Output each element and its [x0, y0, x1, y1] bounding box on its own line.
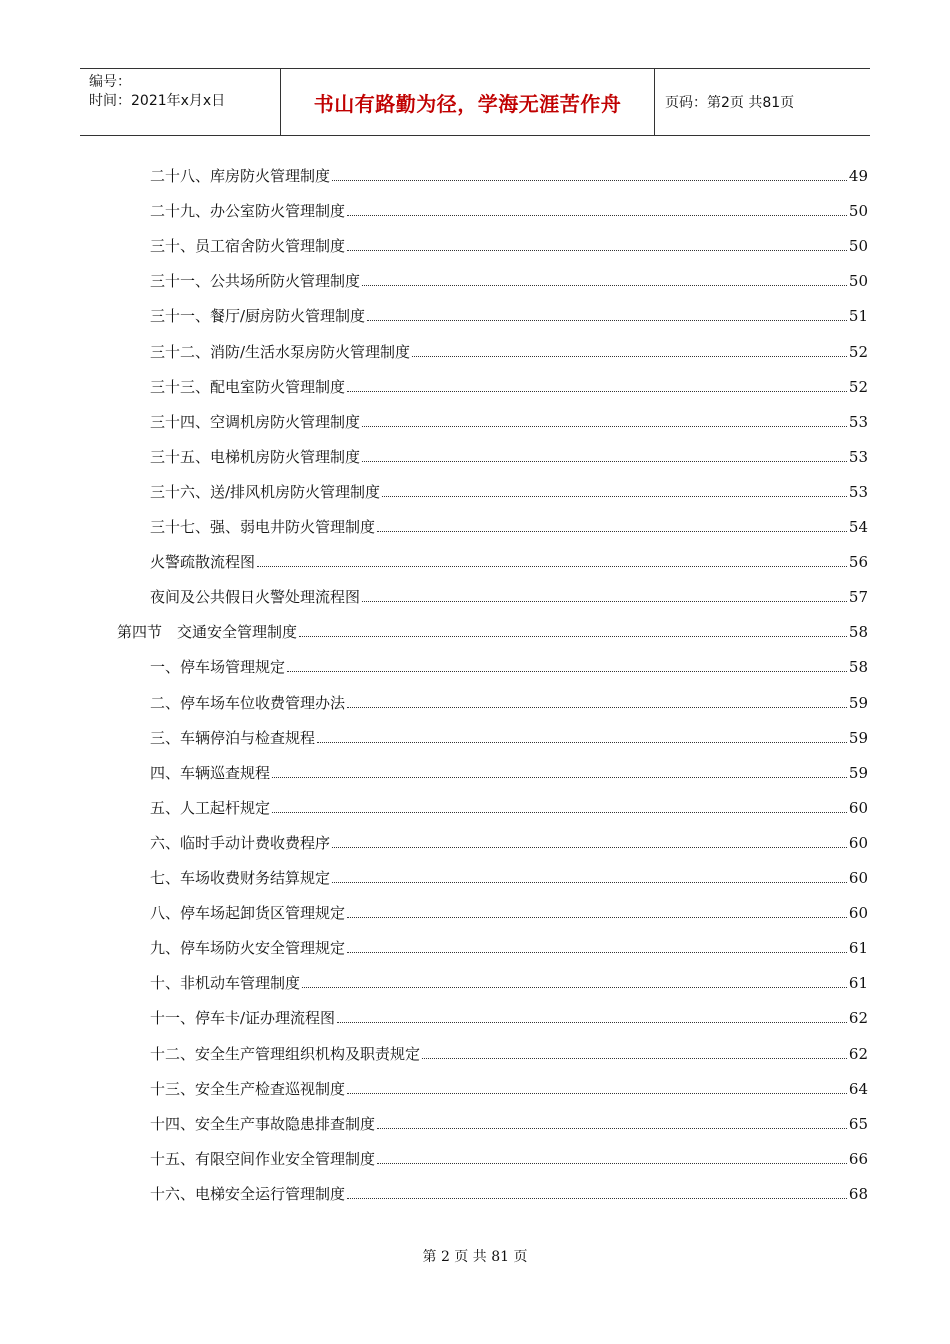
toc-leader-dots: [347, 249, 847, 251]
toc-leader-dots: [367, 319, 847, 321]
toc-leader-dots: [332, 179, 847, 181]
time-label: 时间：2021年x月x日: [89, 93, 226, 109]
toc-entry-title: 三十二、消防/生活水泵房防火管理制度: [150, 342, 411, 361]
toc-leader-dots: [347, 951, 847, 953]
toc-entry[interactable]: [150, 1146, 868, 1168]
toc-entry-page: 62: [848, 1009, 868, 1028]
toc-entry-title: 十三、安全生产检查巡视制度: [150, 1079, 346, 1098]
toc-leader-dots: [422, 1057, 847, 1059]
toc-entry-page: 53: [848, 447, 868, 466]
toc-entry[interactable]: [150, 830, 868, 852]
toc-entry-page: 53: [848, 482, 868, 501]
toc-leader-dots: [347, 390, 847, 392]
toc-entry[interactable]: [150, 198, 868, 220]
toc-leader-dots: [347, 706, 847, 708]
toc-entry[interactable]: [150, 1005, 868, 1027]
toc-entry-page: 60: [848, 833, 868, 852]
toc-entry-page: 57: [848, 588, 868, 607]
toc-entry-page: 50: [848, 237, 868, 256]
toc-entry-title: 十、非机动车管理制度: [150, 974, 301, 993]
toc-entry[interactable]: [150, 163, 868, 185]
toc-entry[interactable]: [150, 584, 868, 606]
toc-leader-dots: [347, 916, 847, 918]
toc-leader-dots: [362, 425, 847, 427]
toc-entry-title: 三十三、配电室防火管理制度: [150, 377, 346, 396]
toc-entry-title: 十五、有限空间作业安全管理制度: [150, 1149, 376, 1168]
toc-entry-page: 50: [848, 202, 868, 221]
toc-entry-page: 64: [848, 1079, 868, 1098]
toc-entry-page: 51: [848, 307, 868, 326]
toc-leader-dots: [347, 1197, 847, 1199]
toc-entry-title: 三十、员工宿舍防火管理制度: [150, 237, 346, 256]
toc-entry-page: 52: [848, 377, 868, 396]
toc-entry[interactable]: [150, 479, 868, 501]
toc-leader-dots: [412, 355, 847, 357]
toc-entry-title: 夜间及公共假日火警处理流程图: [150, 588, 361, 607]
toc-entry-title: 二、停车场车位收费管理办法: [150, 693, 346, 712]
toc-entry-page: 50: [848, 272, 868, 291]
toc-entry-title: 十四、安全生产事故隐患排查制度: [150, 1114, 376, 1133]
page-info-text: 页码：第2页 共81页: [665, 95, 795, 111]
toc-entry-title: 三、车辆停泊与检查规程: [150, 728, 316, 747]
toc-entry[interactable]: [150, 233, 868, 255]
number-label: 编号：: [89, 74, 131, 90]
toc-leader-dots: [362, 600, 847, 602]
toc-entry[interactable]: [150, 444, 868, 466]
toc-entry[interactable]: [150, 690, 868, 712]
toc-entry-page: 60: [848, 798, 868, 817]
toc-entry-title: 五、人工起杆规定: [150, 798, 271, 817]
toc-entry-title: 三十五、电梯机房防火管理制度: [150, 447, 361, 466]
toc-entry[interactable]: [117, 619, 868, 641]
toc-entry-title: 十二、安全生产管理组织机构及职责规定: [150, 1044, 421, 1063]
toc-leader-dots: [332, 881, 847, 883]
header-motto-cell: [281, 69, 655, 135]
toc-entry-page: 61: [848, 939, 868, 958]
toc-entry-page: 53: [848, 412, 868, 431]
toc-entry-page: 58: [848, 623, 868, 642]
toc-entry-title: 八、停车场起卸货区管理规定: [150, 904, 346, 923]
header-meta: [80, 69, 281, 135]
toc-entry-page: 65: [848, 1114, 868, 1133]
toc-leader-dots: [287, 670, 847, 672]
toc-entry[interactable]: [150, 268, 868, 290]
toc-entry-title: 二十九、办公室防火管理制度: [150, 202, 346, 221]
toc-entry-title: 火警疏散流程图: [150, 553, 256, 572]
toc-entry-page: 49: [848, 167, 868, 185]
toc-leader-dots: [299, 635, 847, 637]
toc-leader-dots: [362, 460, 847, 462]
toc-entry-title: 三十六、送/排风机房防火管理制度: [150, 482, 381, 501]
toc-entry[interactable]: [150, 549, 868, 571]
toc-entry-title: 三十一、公共场所防火管理制度: [150, 272, 361, 291]
toc-entry-page: 60: [848, 904, 868, 923]
toc-entry-page: 52: [848, 342, 868, 361]
toc-entry[interactable]: [150, 1111, 868, 1133]
toc-entry-page: 59: [848, 728, 868, 747]
toc-entry[interactable]: [150, 514, 868, 536]
toc-entry-title: 三十四、空调机房防火管理制度: [150, 412, 361, 431]
toc-entry-page: 66: [848, 1149, 868, 1168]
toc-leader-dots: [347, 214, 847, 216]
page-footer: 第 2 页 共 81 页: [422, 1249, 528, 1265]
toc-entry-title: 六、临时手动计费收费程序: [150, 833, 331, 852]
toc-entry-title: 三十一、餐厅/厨房防火管理制度: [150, 307, 366, 326]
toc-entry-title: 九、停车场防火安全管理规定: [150, 939, 346, 958]
toc-leader-dots: [257, 565, 847, 567]
toc-leader-dots: [347, 1092, 847, 1094]
toc-entry[interactable]: [150, 1181, 868, 1203]
toc-entry-title: 二十八、库房防火管理制度: [150, 167, 331, 185]
toc-leader-dots: [317, 741, 847, 743]
toc-entry-page: 68: [848, 1184, 868, 1203]
page-header: [80, 68, 870, 136]
toc-leader-dots: [377, 530, 847, 532]
toc-entry-page: 58: [848, 658, 868, 677]
toc-entry[interactable]: [150, 1076, 868, 1098]
toc-entry-page: 60: [848, 869, 868, 887]
toc-entry[interactable]: [150, 1041, 868, 1063]
toc-leader-dots: [382, 495, 847, 497]
toc-entry[interactable]: [150, 935, 868, 957]
toc-entry[interactable]: [150, 760, 868, 782]
toc-entry-page: 62: [848, 1044, 868, 1063]
toc-entry-title: 一、停车场管理规定: [150, 658, 286, 677]
toc-leader-dots: [377, 1162, 847, 1164]
toc-entry-page: 59: [848, 693, 868, 712]
toc-entry-title: 三十七、强、弱电井防火管理制度: [150, 518, 376, 536]
toc-entry[interactable]: [150, 409, 868, 431]
toc-entry[interactable]: [150, 900, 868, 922]
toc-leader-dots: [362, 284, 847, 286]
toc-entry[interactable]: [150, 795, 868, 817]
toc-entry[interactable]: [150, 865, 868, 887]
toc-entry[interactable]: [150, 339, 868, 361]
toc-entry-title: 十六、电梯安全运行管理制度: [150, 1184, 346, 1203]
toc-leader-dots: [377, 1127, 847, 1129]
toc-entry[interactable]: [150, 970, 868, 992]
toc-entry-title: 第四节 交通安全管理制度: [117, 623, 298, 642]
toc-leader-dots: [272, 811, 847, 813]
toc-leader-dots: [332, 846, 847, 848]
toc-entry[interactable]: [150, 374, 868, 396]
motto-text: 书山有路勤为径，学海无涯苦作舟: [313, 91, 622, 116]
toc-entry[interactable]: [150, 725, 868, 747]
toc-entry-page: 61: [848, 974, 868, 993]
toc-entry-title: 七、车场收费财务结算规定: [150, 869, 331, 887]
toc-entry-page: 59: [848, 763, 868, 782]
toc-leader-dots: [272, 776, 847, 778]
toc-leader-dots: [302, 986, 847, 988]
toc-entry-title: 十一、停车卡/证办理流程图: [150, 1009, 336, 1028]
toc-leader-dots: [337, 1021, 847, 1023]
toc-entry-title: 四、车辆巡查规程: [150, 763, 271, 782]
toc-entry[interactable]: [150, 303, 868, 325]
header-page-info: [655, 69, 870, 135]
toc-entry-page: 56: [848, 553, 868, 572]
toc-entry-page: 54: [848, 518, 868, 536]
toc-entry[interactable]: [150, 654, 868, 676]
